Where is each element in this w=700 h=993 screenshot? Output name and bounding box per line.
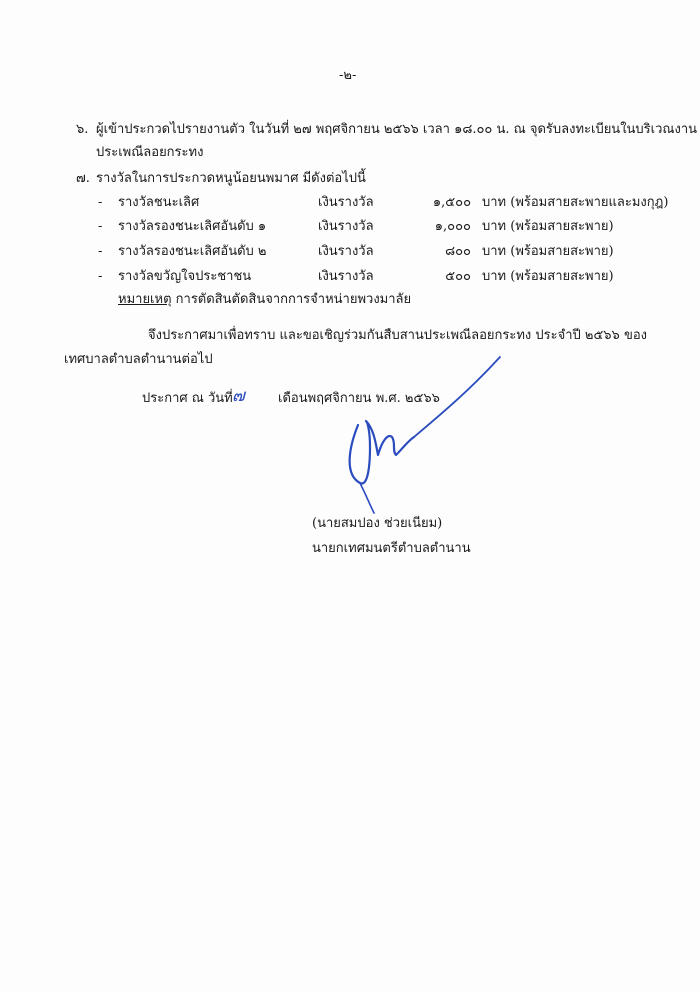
item-6-number: ๖.	[76, 122, 89, 137]
item-7-text: รางวัลในการประกวดหนูน้อยนพมาศ มีดังต่อไปนี้	[96, 171, 366, 186]
prize-money-label: เงินรางวัล	[318, 195, 374, 210]
prize-row	[0, 269, 700, 289]
item-6-line-1: ผู้เข้าประกวดไปรายงานตัว ในวันที่ ๒๗ พฤศจิกายน ๒๕๖๖ เวลา ๑๘.๐๐ น. ณ จุดรับลงทะเบียนในบริเวณงาน	[96, 122, 698, 137]
signatory-title: นายกเทศมนตรีตำบลตำนาน	[312, 541, 471, 556]
signatory-name: (นายสมปอง ช่วยเนียม)	[312, 516, 443, 531]
prize-amount: ๘๐๐	[445, 244, 471, 259]
prize-baht: บาท (พร้อมสายสะพาย)	[482, 244, 614, 259]
prize-name: รางวัลรองชนะเลิศอันดับ ๒	[118, 244, 267, 259]
item-7-number: ๗.	[76, 171, 90, 186]
page-number: -๒-	[339, 68, 357, 83]
prize-baht: บาท (พร้อมสายสะพาย)	[482, 219, 614, 234]
note-text: การตัดสินตัดสินจากการจำหน่ายพวงมาลัย	[171, 292, 412, 307]
announce-month-year: เดือนพฤศจิกายน พ.ศ. ๒๕๖๖	[278, 391, 440, 406]
item-6-line-2: ประเพณีลอยกระทง	[96, 145, 204, 160]
prize-dash: -	[98, 219, 103, 234]
prize-money-label: เงินรางวัล	[318, 269, 374, 284]
prize-money-label: เงินรางวัล	[318, 219, 374, 234]
note-line	[118, 292, 411, 308]
prize-row	[0, 195, 700, 215]
prize-name: รางวัลรองชนะเลิศอันดับ ๑	[118, 219, 267, 234]
prize-baht: บาท (พร้อมสายสะพายและมงกุฎ)	[482, 195, 669, 210]
prize-dash: -	[98, 195, 103, 210]
prize-baht: บาท (พร้อมสายสะพาย)	[482, 269, 614, 284]
prize-dash: -	[98, 244, 103, 259]
prize-amount: ๑,๕๐๐	[432, 195, 471, 210]
prize-row	[0, 219, 700, 239]
prize-amount: ๕๐๐	[445, 269, 471, 284]
prize-amount: ๑,๐๐๐	[434, 219, 471, 234]
signature-image	[340, 355, 510, 515]
note-label: หมายเหตุ	[118, 292, 172, 307]
closing-line-1: จึงประกาศมาเพื่อทราบ และขอเชิญร่วมกันสืบสานประเพณีลอยกระทง ประจำปี ๒๕๖๖ ของ	[148, 328, 647, 343]
prize-row	[0, 244, 700, 264]
closing-line-2: เทศบาลตำบลตำนานต่อไป	[64, 352, 213, 367]
prize-name: รางวัลชนะเลิศ	[118, 195, 200, 210]
prize-name: รางวัลขวัญใจประชาชน	[118, 269, 252, 284]
announce-day-handwritten: ๗	[232, 386, 245, 406]
prize-money-label: เงินรางวัล	[318, 244, 374, 259]
announce-label: ประกาศ ณ วันที่	[142, 391, 233, 406]
prize-dash: -	[98, 269, 103, 284]
